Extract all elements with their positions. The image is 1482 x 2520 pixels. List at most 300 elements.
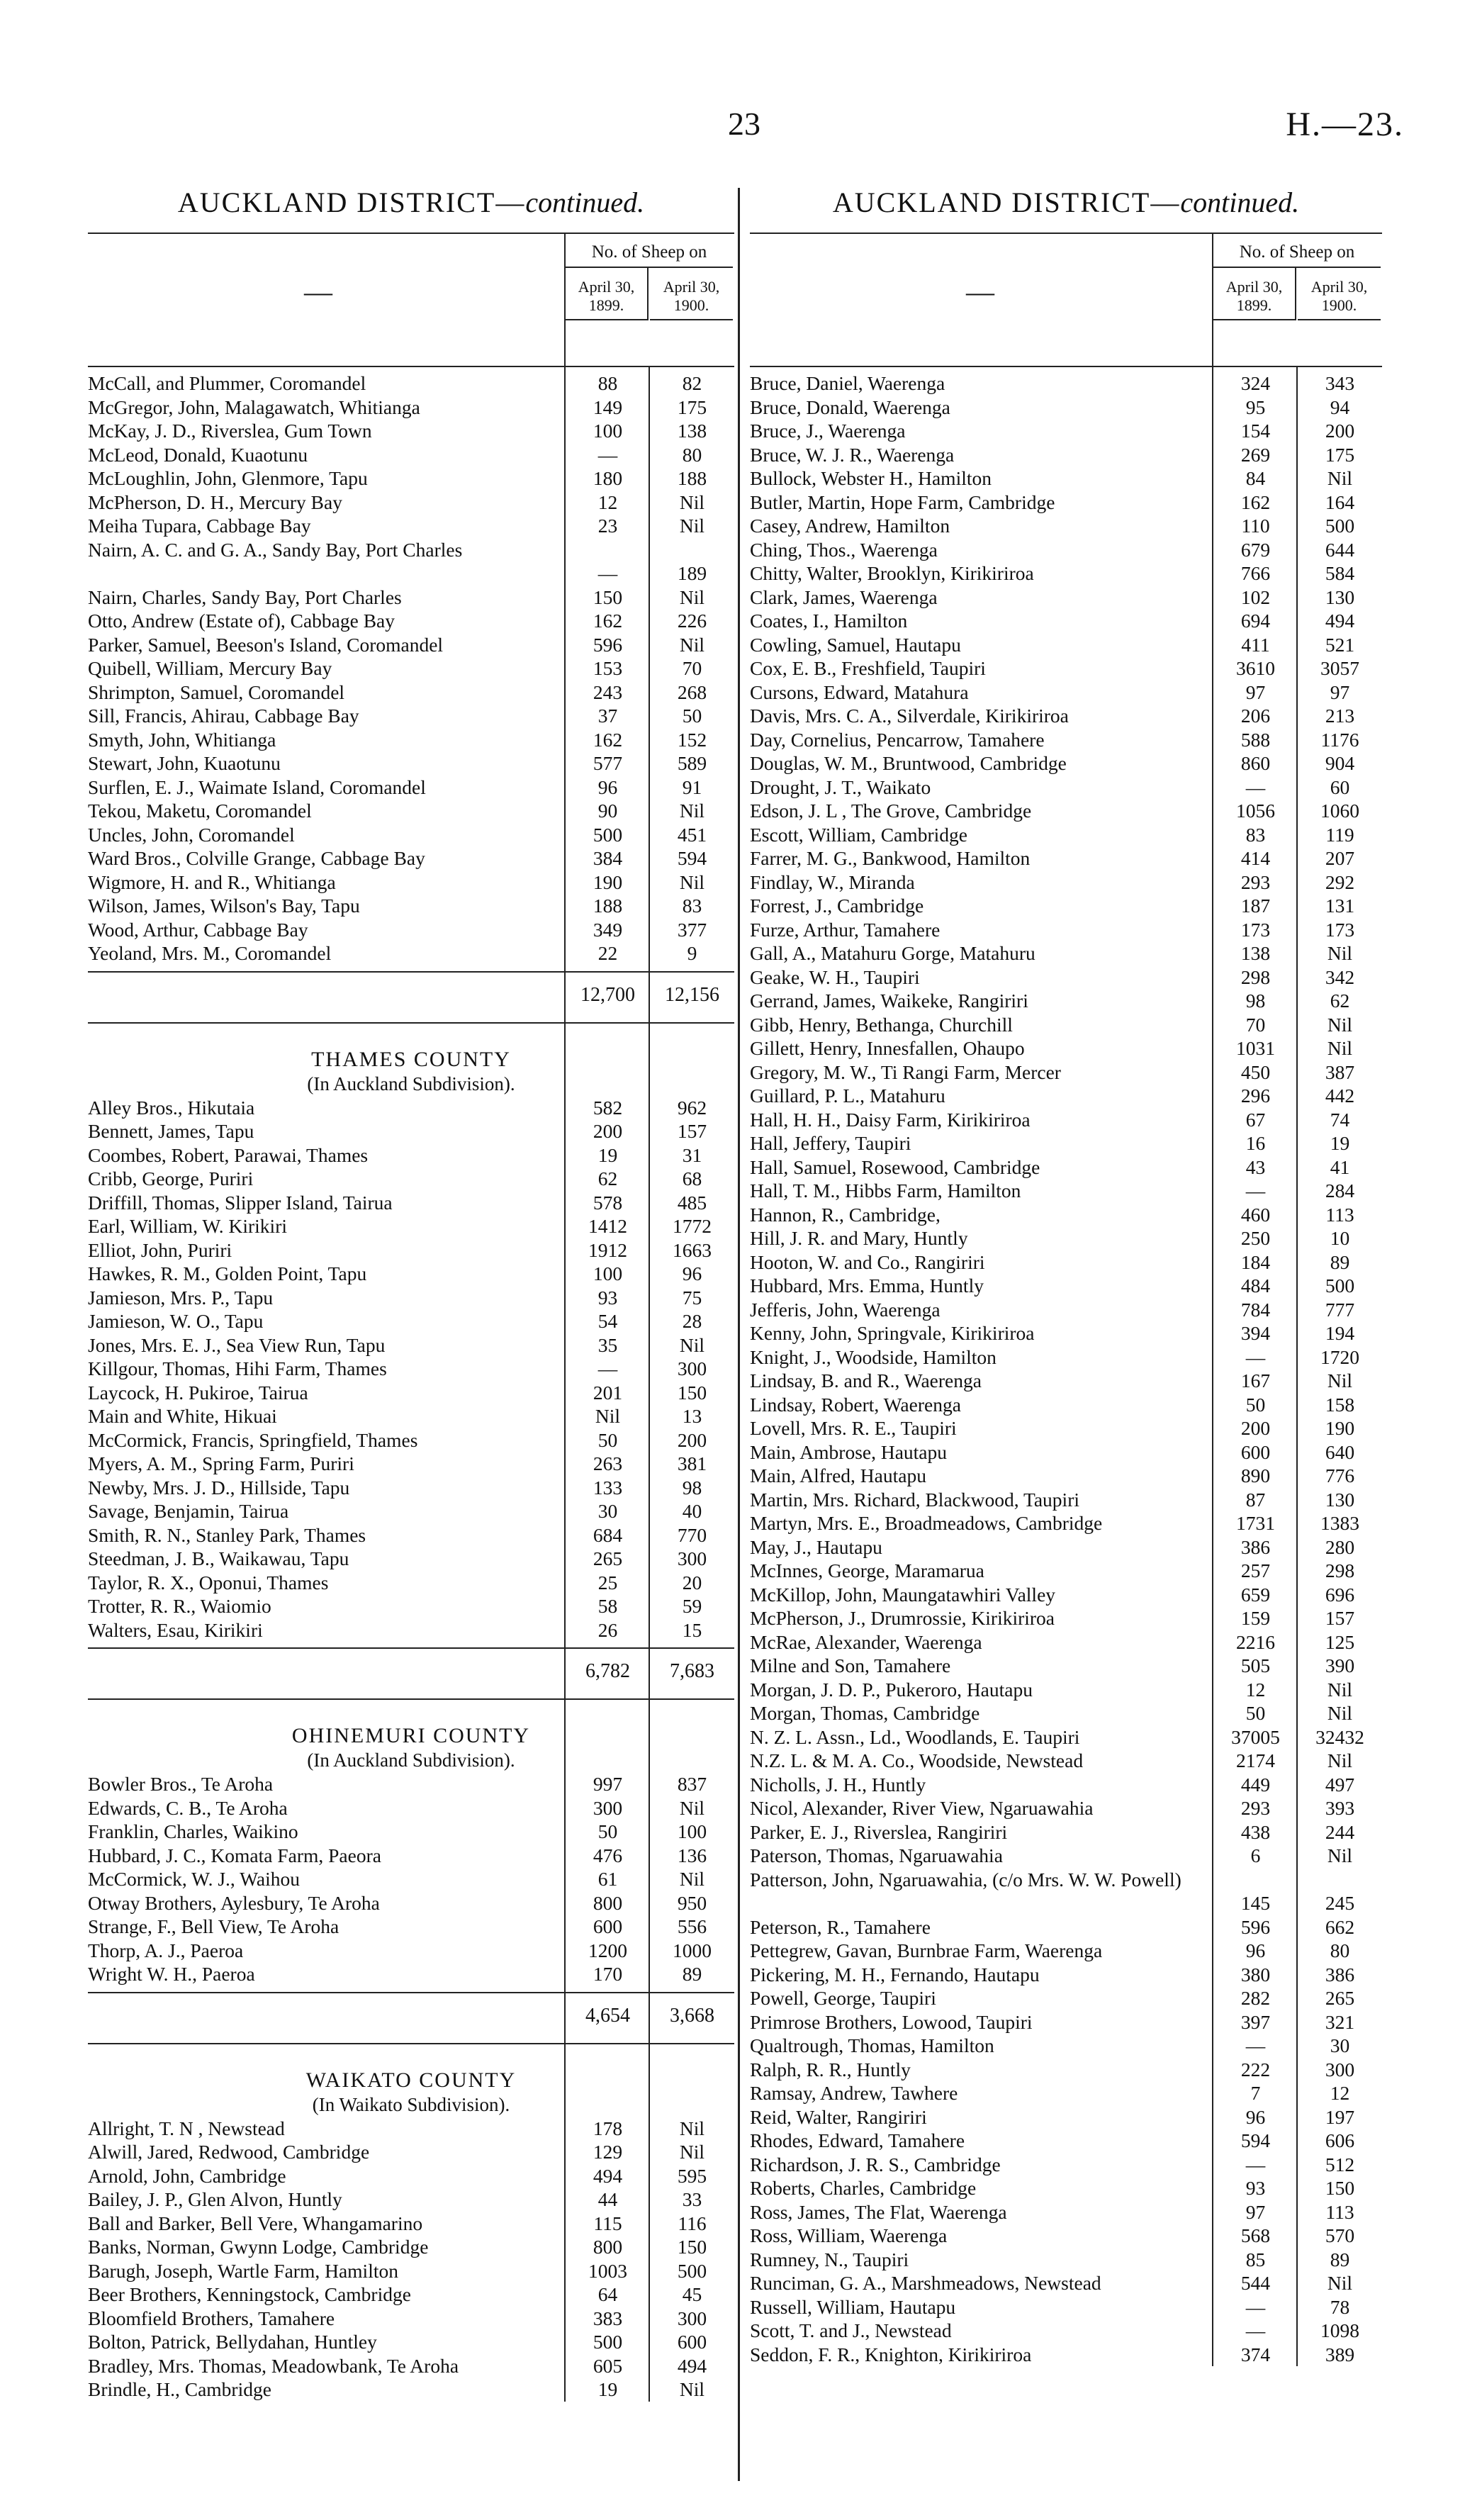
- sheep-1900-value: 386: [1325, 1963, 1355, 1986]
- table-row: [88, 656, 734, 681]
- left-column: [88, 186, 734, 2402]
- entry-name: Elliot, John, Puriri: [88, 1238, 232, 1261]
- table-row: [750, 941, 1382, 965]
- sheep-1899-value: 568: [1240, 2224, 1271, 2246]
- entry-name: Otway Brothers, Aylesbury, Te Aroha: [88, 1891, 380, 1914]
- sheep-1899-value: 162: [1240, 491, 1271, 513]
- sheep-1900-value: 500: [1325, 515, 1355, 537]
- table-row: [750, 609, 1382, 633]
- sheep-1900-value: Nil: [679, 2117, 705, 2139]
- entry-name: Nairn, A. C. and G. A., Sandy Bay, Port Charles: [88, 538, 463, 561]
- table-row: [750, 396, 1382, 420]
- sheep-1900-value: 119: [1325, 823, 1354, 846]
- entry-name: Runciman, G. A., Marshmeadows, Newstead: [750, 2272, 1101, 2294]
- table-row: [750, 633, 1382, 657]
- sheep-1900-value: 89: [1330, 1250, 1350, 1273]
- table-row: [88, 775, 734, 800]
- table-row: [750, 799, 1382, 823]
- sheep-1900-value: 950: [677, 1891, 707, 1914]
- table-row: [750, 751, 1382, 775]
- sheep-1900-value: 19: [1330, 1132, 1350, 1154]
- sheep-1900-value: Nil: [679, 1333, 705, 1356]
- sheep-1899-value: 383: [593, 2307, 623, 2329]
- entry-name: Bloomfield Brothers, Tamahere: [88, 2307, 335, 2329]
- entry-name: Martyn, Mrs. E., Broadmeadows, Cambridge: [750, 1512, 1103, 1534]
- sheep-1899-value: 494: [593, 2164, 623, 2187]
- entry-name: Nicholls, J. H., Huntly: [750, 1773, 926, 1796]
- table-row: [750, 1844, 1382, 1868]
- table-row: [88, 2164, 734, 2188]
- table-row: [88, 2188, 734, 2212]
- sheep-1900-value: 268: [677, 681, 707, 703]
- sheep-1899-value: 600: [593, 1915, 623, 1937]
- sheep-1899-value: 162: [593, 610, 623, 632]
- entry-name: Bennett, James, Tapu: [88, 1120, 254, 1142]
- entry-name: Ward Bros., Colville Grange, Cabbage Bay: [88, 847, 425, 869]
- county-heading: [88, 1724, 734, 1772]
- sheep-1899-value: 54: [597, 1310, 618, 1332]
- sheep-1899-value: 154: [1240, 420, 1271, 442]
- sheep-1899-value: 484: [1240, 1275, 1271, 1297]
- sheep-1900-value: 494: [1325, 610, 1355, 632]
- table-row: [750, 538, 1382, 562]
- sheep-1899-value: 188: [593, 895, 623, 917]
- sheep-1899-value: —: [1245, 2319, 1266, 2341]
- entry-name: Ramsay, Andrew, Tawhere: [750, 2082, 958, 2104]
- entry-name: Richardson, J. R. S., Cambridge: [750, 2153, 1001, 2175]
- sheep-1900-value: 62: [1330, 990, 1350, 1012]
- right-column: [750, 186, 1382, 2366]
- sheep-1900-value: 98: [682, 1476, 702, 1499]
- county-subdivision: (In Auckland Subdivision).: [307, 1073, 515, 1094]
- sheep-1899-value: 694: [1240, 610, 1271, 632]
- sheep-1899-value: 1056: [1236, 800, 1275, 822]
- table-row: [88, 1915, 734, 1939]
- entry-name: Wigmore, H. and R., Whitianga: [88, 870, 336, 893]
- table-row: [88, 1404, 734, 1428]
- entry-name: Meiha Tupara, Cabbage Bay: [88, 515, 311, 537]
- sheep-1900-value: 1098: [1320, 2319, 1359, 2341]
- entry-name: Stewart, John, Kuaotunu: [88, 752, 281, 774]
- table-row: [750, 2034, 1382, 2058]
- sheep-1900-value: 189: [677, 562, 707, 584]
- entry-name: Findlay, W., Miranda: [750, 870, 915, 893]
- sheep-1899-value: 96: [1245, 2105, 1266, 2128]
- sheep-1900-value: 451: [677, 823, 707, 846]
- sheep-1899-value: 394: [1240, 1322, 1271, 1344]
- table-row: [88, 870, 734, 895]
- entry-name: Milne and Son, Tamahere: [750, 1654, 951, 1676]
- sheep-1899-value: 97: [1245, 2200, 1266, 2223]
- table-row: [88, 1214, 734, 1238]
- sheep-1899-value: 397: [1240, 2010, 1271, 2033]
- entry-name: Morgan, J. D. P., Pukeroro, Hautapu: [750, 1678, 1033, 1701]
- table-row: [88, 2235, 734, 2259]
- sheep-1899-value: 766: [1240, 562, 1271, 584]
- table-row: [88, 1571, 734, 1595]
- entry-name: Drought, J. T., Waikato: [750, 775, 931, 798]
- sheep-1899-value: 596: [593, 633, 623, 656]
- entry-name: Martin, Mrs. Richard, Blackwood, Taupiri: [750, 1488, 1079, 1511]
- sheep-1899-value: 582: [593, 1096, 623, 1119]
- table-row: [88, 2378, 734, 2402]
- year-1900-header: April 30, 1900.: [650, 268, 733, 320]
- entry-name: Escott, William, Cambridge: [750, 823, 967, 846]
- table-row: [88, 1962, 734, 1986]
- table-row: [750, 1013, 1382, 1037]
- sheep-1900-value: Nil: [1327, 467, 1353, 489]
- sheep-1899-value: 50: [597, 1820, 618, 1842]
- table-row: [750, 1986, 1382, 2010]
- sheep-1900-value: 265: [1325, 1987, 1355, 2009]
- entry-name: Quibell, William, Mercury Bay: [88, 657, 332, 679]
- table-row: [750, 1749, 1382, 1773]
- subtotal-1900: 12,156: [665, 983, 719, 1006]
- table-row: [750, 1820, 1382, 1844]
- sheep-1900-value: Nil: [679, 515, 705, 537]
- subtotal-1899: 4,654: [585, 2004, 630, 2027]
- table-row: [88, 371, 734, 396]
- entry-name: Butler, Martin, Hope Farm, Cambridge: [750, 491, 1055, 513]
- entry-name: Newby, Mrs. J. D., Hillside, Tapu: [88, 1476, 350, 1499]
- entry-name: McLeod, Donald, Kuaotunu: [88, 443, 308, 466]
- entry-name: Wright W. H., Paeroa: [88, 1963, 255, 1985]
- entry-name: Casey, Andrew, Hamilton: [750, 515, 950, 537]
- entry-name: Jefferis, John, Waerenga: [750, 1298, 941, 1321]
- entry-name: Roberts, Charles, Cambridge: [750, 2177, 977, 2199]
- table-row: [750, 1108, 1382, 1132]
- sheep-1900-value: 113: [1325, 2200, 1354, 2223]
- sheep-1900-value: 130: [1325, 1488, 1355, 1511]
- sheep-count-header: [564, 234, 733, 366]
- sheep-1899-value: 93: [1245, 2177, 1266, 2199]
- sheep-1900-value: 837: [677, 1773, 707, 1795]
- entry-name: Driffill, Thomas, Slipper Island, Tairua: [88, 1191, 393, 1214]
- entry-name: Powell, George, Taupiri: [750, 1987, 936, 2009]
- table-row: [750, 514, 1382, 538]
- table-row: [750, 965, 1382, 990]
- sheep-1900-value: 60: [1330, 775, 1350, 798]
- sheep-1900-value: 512: [1325, 2153, 1355, 2175]
- entry-name: Trotter, R. R., Waiomio: [88, 1595, 271, 1617]
- year-1900-header: April 30, 1900.: [1298, 268, 1381, 320]
- subtotal-row: [88, 1647, 734, 1700]
- sheep-1899-value: 800: [593, 1891, 623, 1914]
- table-row: [88, 1547, 734, 1571]
- sheep-1900-value: Nil: [1327, 2272, 1353, 2294]
- table-row: [750, 1630, 1382, 1654]
- entry-name: Strange, F., Bell View, Te Aroha: [88, 1915, 339, 1937]
- sheep-1900-value: 442: [1325, 1085, 1355, 1107]
- sheep-1899-value: 16: [1245, 1132, 1266, 1154]
- sheep-1900-value: 175: [1325, 443, 1355, 466]
- sheep-1900-value: 157: [1325, 1607, 1355, 1629]
- sheep-1900-value: 300: [677, 1547, 707, 1569]
- sheep-1899-value: 159: [1240, 1607, 1271, 1629]
- table-row: [88, 1143, 734, 1167]
- entry-name: Alley Bros., Hikutaia: [88, 1096, 255, 1119]
- entry-name: Bowler Bros., Te Aroha: [88, 1773, 274, 1795]
- entry-name: Lindsay, B. and R., Waerenga: [750, 1370, 982, 1391]
- sheep-1900-value: 606: [1325, 2129, 1355, 2151]
- entry-name: Seddon, F. R., Knighton, Kirikiriroa: [750, 2343, 1032, 2365]
- entry-name: N. Z. L. Assn., Ld., Woodlands, E. Taupiri: [750, 1725, 1080, 1748]
- sheep-1900-value: 13: [682, 1405, 702, 1427]
- table-row: [88, 586, 734, 610]
- sheep-1900-value: 28: [682, 1310, 702, 1332]
- sheep-1900-value: 10: [1330, 1227, 1350, 1249]
- sheep-1900-value: 59: [682, 1595, 702, 1617]
- sheep-1900-value: Nil: [1327, 1844, 1353, 1866]
- sheep-1900-value: 74: [1330, 1108, 1350, 1131]
- table-row: [88, 1796, 734, 1820]
- sheep-1899-value: 100: [593, 420, 623, 442]
- table-row: [750, 1583, 1382, 1607]
- sheep-1899-value: 577: [593, 752, 623, 774]
- entry-name: Otto, Andrew (Estate of), Cabbage Bay: [88, 610, 395, 632]
- county-title: WAIKATO COUNTY: [305, 2068, 517, 2092]
- sheep-1900-value: 200: [1325, 420, 1355, 442]
- entry-name: Hawkes, R. M., Golden Point, Tapu: [88, 1262, 367, 1284]
- sheep-1900-value: 556: [677, 1915, 707, 1937]
- entry-name: Uncles, John, Coromandel: [88, 823, 295, 846]
- sheep-1899-value: 800: [593, 2236, 623, 2258]
- sheep-1899-value: 149: [593, 396, 623, 418]
- entry-name: Rumney, N., Taupiri: [750, 2248, 909, 2270]
- entry-name: Main and White, Hikuai: [88, 1405, 277, 1427]
- entry-name: Pettegrew, Gavan, Burnbrae Farm, Waerenga: [750, 1939, 1103, 1961]
- table-row: [750, 2295, 1382, 2319]
- table-row: [750, 1393, 1382, 1417]
- sheep-1899-value: 37005: [1231, 1725, 1280, 1748]
- entry-name: Cribb, George, Puriri: [88, 1167, 254, 1189]
- sheep-1899-value: 180: [593, 467, 623, 489]
- sheep-1899-value: 860: [1240, 752, 1271, 774]
- table-row: [88, 1119, 734, 1143]
- table-row: [88, 1618, 734, 1642]
- sheep-1900-value: 500: [677, 2259, 707, 2282]
- sheep-1900-value: Nil: [679, 1868, 705, 1890]
- sheep-1899-value: 22: [597, 942, 618, 964]
- sheep-1899-value: 95: [1245, 396, 1266, 418]
- entry-name: McInnes, George, Maramarua: [750, 1559, 984, 1581]
- sheep-1900-value: 343: [1325, 372, 1355, 394]
- sheep-1899-value: 438: [1240, 1820, 1271, 1843]
- sheep-1899-value: 200: [1240, 1417, 1271, 1439]
- table-row: [88, 1167, 734, 1191]
- entry-name: Nicol, Alexander, River View, Ngaruawahia: [750, 1797, 1094, 1819]
- table-row: [750, 1084, 1382, 1108]
- table-row: [88, 1476, 734, 1500]
- table-row: [750, 1654, 1382, 1678]
- table-row: [750, 2200, 1382, 2224]
- table-row: [88, 1428, 734, 1452]
- entry-name: Pickering, M. H., Fernando, Hautapu: [750, 1963, 1040, 1986]
- sheep-1900-value: 75: [682, 1286, 702, 1309]
- table-row: [88, 1939, 734, 1963]
- entry-name: Cowling, Samuel, Hautapu: [750, 633, 961, 656]
- entry-name: May, J., Hautapu: [750, 1535, 882, 1558]
- sheep-1899-value: 594: [1240, 2129, 1271, 2151]
- subtotal-row: [88, 1992, 734, 2044]
- sheep-1899-value: 997: [593, 1773, 623, 1795]
- table-row: [750, 466, 1382, 491]
- table-row: [88, 1867, 734, 1891]
- table-row: [750, 894, 1382, 918]
- sheep-1899-value: 476: [593, 1844, 623, 1866]
- sheep-1900-value: 173: [1325, 918, 1355, 941]
- entry-name: Allright, T. N , Newstead: [88, 2117, 285, 2139]
- sheep-1899-value: 44: [597, 2188, 618, 2210]
- sheep-1900-value: 89: [1330, 2248, 1350, 2270]
- sheep-1900-value: 136: [677, 1844, 707, 1866]
- sheep-1899-value: 167: [1240, 1370, 1271, 1391]
- entry-name: Gibb, Henry, Bethanga, Churchill: [750, 1013, 1013, 1036]
- sheep-1899-value: 23: [597, 515, 618, 537]
- sheep-1899-value: 269: [1240, 443, 1271, 466]
- table-row: [750, 419, 1382, 443]
- entry-name: Franklin, Charles, Waikino: [88, 1820, 298, 1842]
- left-district-title: AUCKLAND DISTRICT—continued.: [177, 186, 645, 218]
- sheep-1900-value: Nil: [679, 586, 705, 608]
- entry-name: Lindsay, Robert, Waerenga: [750, 1393, 961, 1416]
- sheep-1900-value: 595: [677, 2164, 707, 2187]
- sheep-1900-value: 194: [1325, 1322, 1355, 1344]
- sheep-1899-value: 35: [597, 1333, 618, 1356]
- sheep-1900-value: 41: [1330, 1155, 1350, 1178]
- sheep-1900-value: 68: [682, 1167, 702, 1189]
- sheep-1899-value: 87: [1245, 1488, 1266, 1511]
- table-row: [88, 419, 734, 443]
- sheep-1900-value: 207: [1325, 847, 1355, 869]
- table-row: [88, 918, 734, 942]
- sheep-1899-value: 596: [1240, 1915, 1271, 1938]
- sheep-1899-value: 544: [1240, 2272, 1271, 2294]
- sheep-1899-value: 102: [1240, 586, 1271, 608]
- entry-name: Ross, William, Waerenga: [750, 2224, 948, 2246]
- sheep-1900-value: 770: [677, 1523, 707, 1546]
- table-row: [750, 561, 1382, 586]
- sheep-1899-value: 138: [1240, 942, 1271, 964]
- sheep-1900-value: 640: [1325, 1440, 1355, 1463]
- sheep-1900-value: 245: [1325, 1892, 1355, 1914]
- table-row: [88, 396, 734, 420]
- table-row: [750, 989, 1382, 1013]
- entry-name: Walters, Esau, Kirikiri: [88, 1618, 263, 1641]
- table-row: [750, 2129, 1382, 2153]
- sheep-1899-value: 88: [597, 372, 618, 394]
- table-row: [750, 1915, 1382, 1939]
- sheep-1899-value: 190: [593, 870, 623, 893]
- sheep-1899-value: 265: [593, 1547, 623, 1569]
- sheep-1899-value: —: [597, 562, 618, 584]
- entry-name: Hubbard, J. C., Komata Farm, Paeora: [88, 1844, 381, 1866]
- sheep-1900-value: 962: [677, 1096, 707, 1119]
- table-row: [88, 799, 734, 823]
- entry-name: Parker, Samuel, Beeson's Island, Coromandel: [88, 633, 444, 656]
- entry-name: Wilson, James, Wilson's Bay, Tapu: [88, 895, 360, 917]
- sheep-1900-value: 80: [1330, 1939, 1350, 1961]
- sheep-1900-value: Nil: [679, 2378, 705, 2400]
- page-number: 23: [728, 106, 760, 142]
- sheep-1899-value: 222: [1240, 2058, 1271, 2081]
- entry-name: Davis, Mrs. C. A., Silverdale, Kirikiriroa: [750, 705, 1069, 727]
- entry-name: McCall, and Plummer, Coromandel: [88, 372, 366, 394]
- sheep-1900-value: 70: [682, 657, 702, 679]
- table-row: [88, 2259, 734, 2283]
- sheep-group-label: No. of Sheep on: [566, 234, 733, 268]
- sheep-1900-value: 40: [682, 1500, 702, 1522]
- table-row: [88, 823, 734, 847]
- sheep-1900-value: Nil: [1327, 1370, 1353, 1391]
- sheep-1900-value: 696: [1325, 1583, 1355, 1606]
- entry-name: Clark, James, Waerenga: [750, 586, 938, 608]
- entry-name: Scott, T. and J., Newstead: [750, 2319, 952, 2341]
- table-row: [750, 846, 1382, 870]
- table-row: [88, 609, 734, 633]
- sheep-1899-value: —: [597, 1357, 618, 1379]
- entry-name: Barugh, Joseph, Wartle Farm, Hamilton: [88, 2259, 398, 2282]
- table-row: [88, 2307, 734, 2331]
- sheep-1900-value: 300: [677, 1357, 707, 1379]
- table-row: [88, 2330, 734, 2354]
- table-row: [750, 2058, 1382, 2082]
- entry-name: Main, Ambrose, Hautapu: [750, 1440, 948, 1463]
- sheep-1899-value: 110: [1241, 515, 1270, 537]
- entry-name: Kenny, John, Springvale, Kirikiriroa: [750, 1322, 1035, 1344]
- sheep-1899-value: 684: [593, 1523, 623, 1546]
- table-row: [750, 823, 1382, 847]
- table-row: [750, 1321, 1382, 1345]
- sheep-1899-value: 257: [1240, 1559, 1271, 1581]
- sheep-group-label: No. of Sheep on: [1213, 234, 1381, 268]
- entry-name: Douglas, W. M., Bruntwood, Cambridge: [750, 752, 1067, 774]
- table-row: [88, 2283, 734, 2307]
- sheep-1900-value: 300: [1325, 2058, 1355, 2081]
- table-row: [750, 1939, 1382, 1963]
- entry-name: Chitty, Walter, Brooklyn, Kirikiriroa: [750, 562, 1034, 584]
- entry-name: Ross, James, The Flat, Waerenga: [750, 2200, 1007, 2223]
- table-row: [88, 894, 734, 918]
- sheep-1900-value: 83: [682, 895, 702, 917]
- county-heading: [88, 1048, 734, 1096]
- table-row: [750, 2271, 1382, 2295]
- sheep-1899-value: 200: [593, 1120, 623, 1142]
- table-row: [750, 2010, 1382, 2034]
- year-1899-header: April 30, 1899.: [1213, 268, 1296, 320]
- county-title: THAMES COUNTY: [311, 1047, 511, 1071]
- entry-name: Gregory, M. W., Ti Rangi Farm, Mercer: [750, 1060, 1061, 1083]
- sheep-1899-value: 890: [1240, 1465, 1271, 1486]
- sheep-1900-value: 175: [677, 396, 707, 418]
- table-row: [88, 1333, 734, 1357]
- entry-name: Bailey, J. P., Glen Alvon, Huntly: [88, 2188, 342, 2210]
- sheep-1899-value: 380: [1240, 1963, 1271, 1986]
- sheep-1899-value: 133: [593, 1476, 623, 1499]
- table-row: [88, 1238, 734, 1262]
- sheep-1900-value: 298: [1325, 1559, 1355, 1581]
- sheep-1899-value: 26: [597, 1618, 618, 1641]
- entry-name: Hubbard, Mrs. Emma, Huntly: [750, 1275, 984, 1297]
- entry-name: Jones, Mrs. E. J., Sea View Run, Tapu: [88, 1333, 386, 1356]
- table-row: [750, 1678, 1382, 1702]
- sheep-1899-value: —: [597, 443, 618, 466]
- entry-name: Arnold, John, Cambridge: [88, 2164, 286, 2187]
- sheep-1899-value: 460: [1240, 1203, 1271, 1226]
- table-row: [750, 2248, 1382, 2272]
- sheep-1900-value: 94: [1330, 396, 1350, 418]
- sheep-1899-value: 162: [593, 728, 623, 751]
